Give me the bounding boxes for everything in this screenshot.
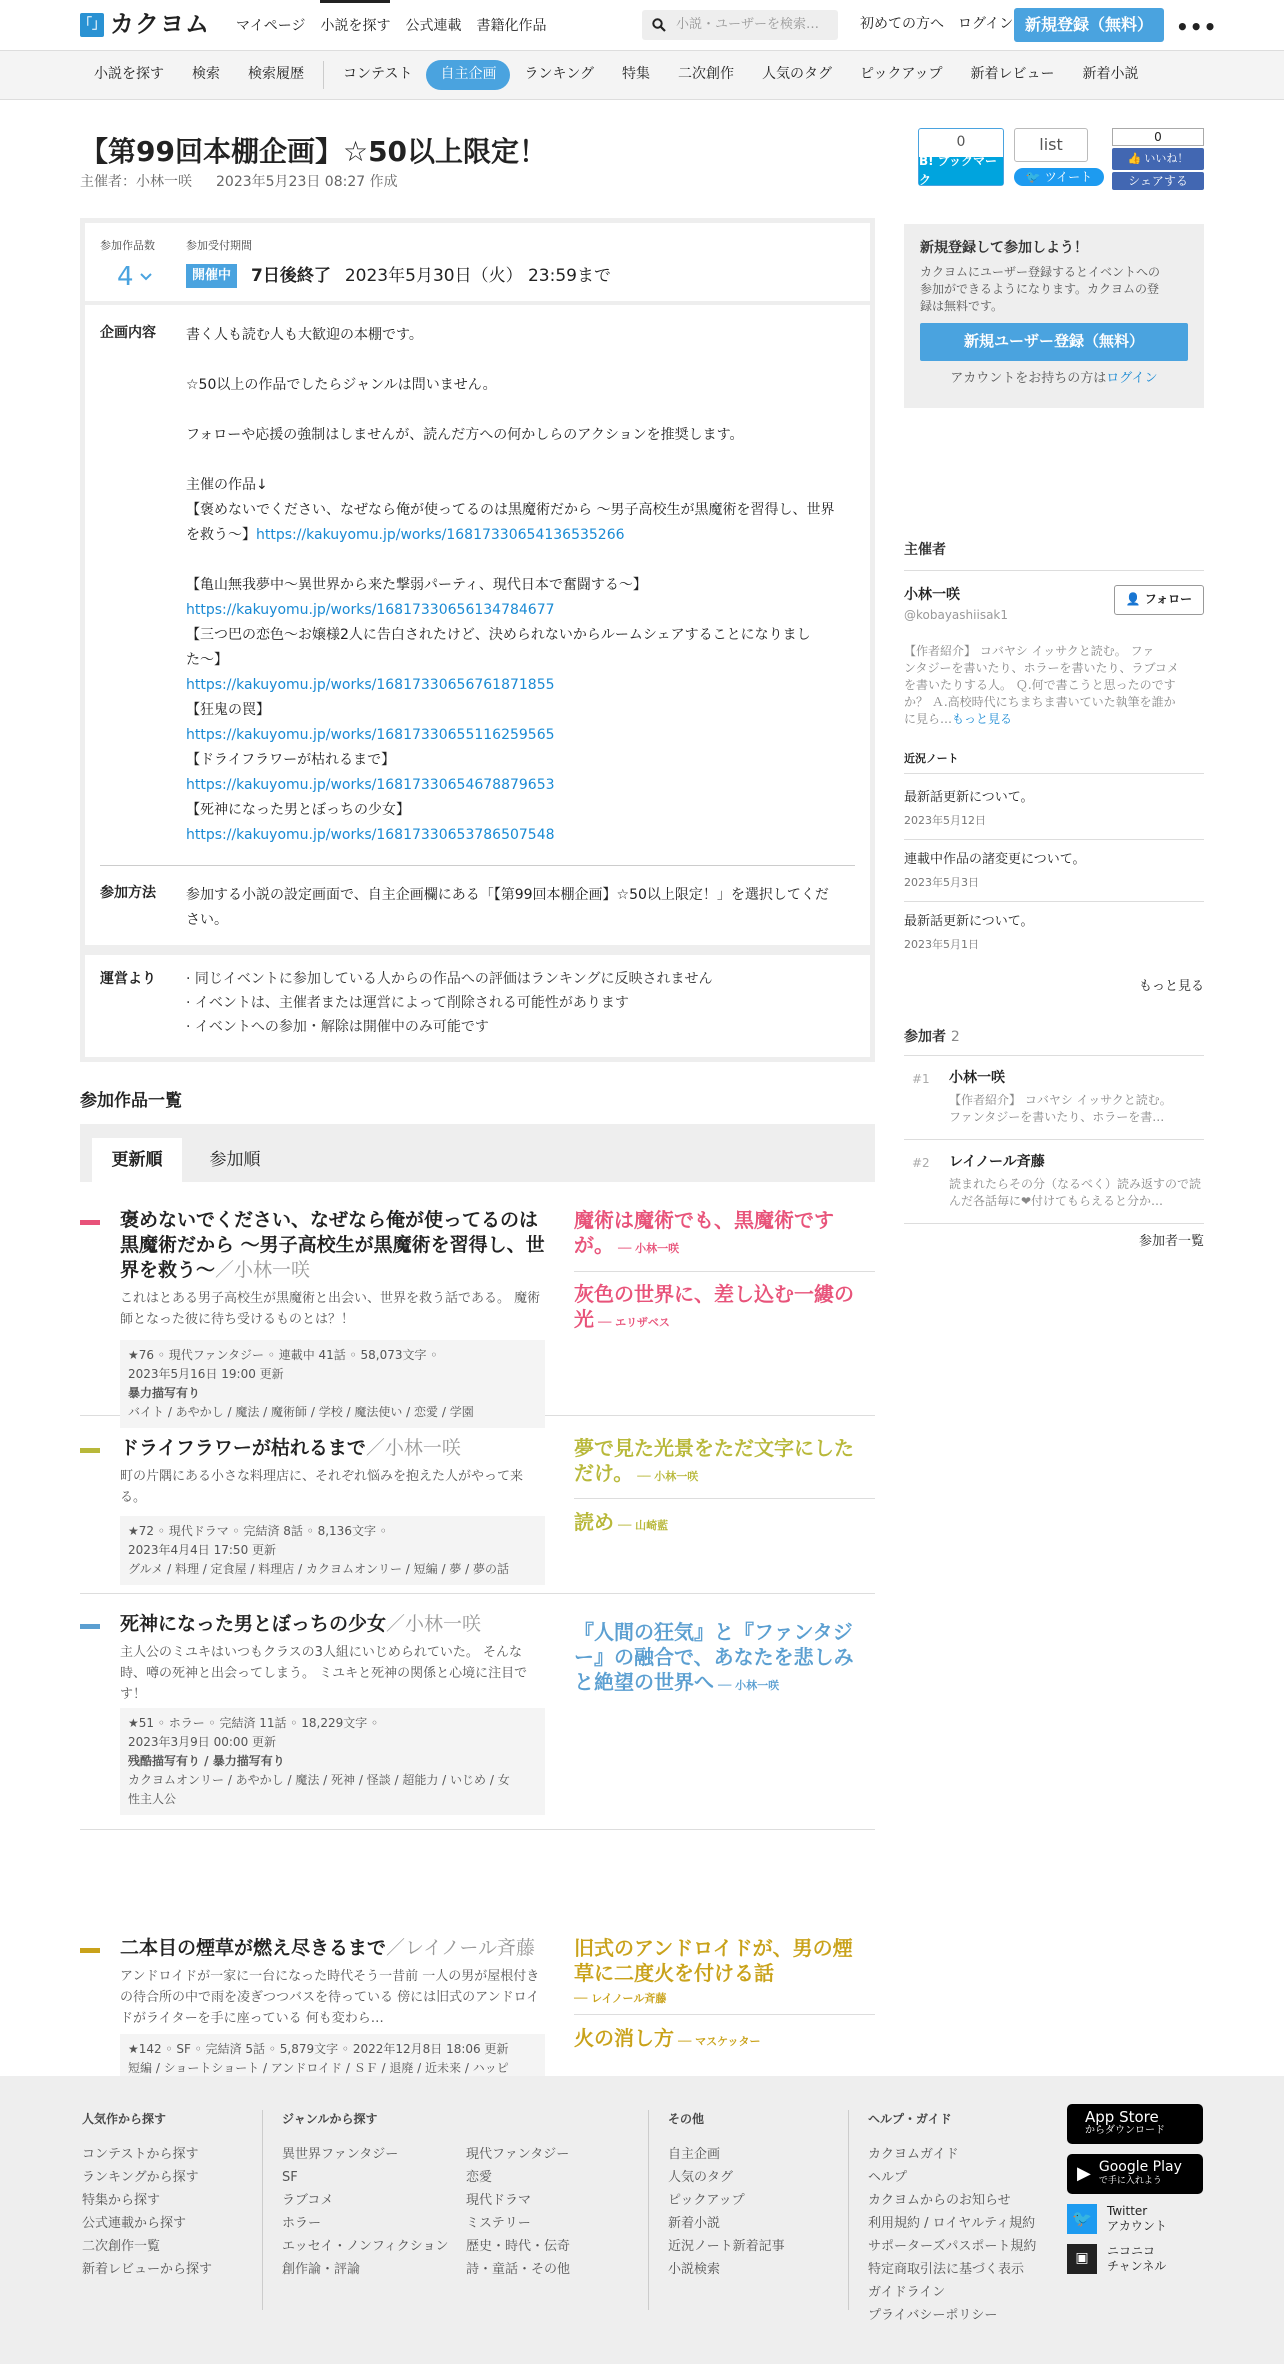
footer-link[interactable]: SF: [282, 2170, 298, 2185]
method-text: さい。: [186, 912, 228, 928]
note-item[interactable]: [904, 840, 1204, 902]
work-tags[interactable]: バイト / あやかし / 魔法 / 魔術師 / 学校 / 魔法使い / 恋愛 / 学園: [128, 1405, 474, 1419]
genre-mark: [80, 1448, 100, 1453]
tweet-button[interactable]: [1014, 168, 1104, 186]
chevron-down-icon: [140, 273, 152, 281]
work-title-line: 褒めないでください、なぜなら俺が使ってるのは: [120, 1209, 539, 1231]
participant-rank: #1: [912, 1072, 930, 1087]
desc-line: 町の片隅にある小さな料理店に、それぞれ悩みを抱えた人がやって来: [120, 1469, 524, 1484]
subnav-search[interactable]: 検索: [192, 66, 220, 83]
work-meta: [120, 1516, 545, 1585]
footer-link[interactable]: 利用規約 / ロイヤルティ規約: [868, 2216, 1036, 2231]
niconico-link[interactable]: [1067, 2244, 1166, 2274]
rule-item: イベントは、主催者または運営によって削除される可能性があります: [194, 995, 629, 1011]
notes-more-link[interactable]: もっと見る: [1138, 979, 1204, 995]
participants-count: 2: [950, 1029, 960, 1046]
catch-author: ── エリザベス: [598, 1316, 670, 1329]
participant-rank: #2: [912, 1156, 930, 1171]
nav-books[interactable]: 書籍化作品: [476, 17, 547, 34]
catchphrase[interactable]: [574, 1620, 875, 1698]
catch-author: ── レイノール斉藤: [574, 1992, 667, 2005]
bio-line: ンタジーを書いたり、ホラーを書いたり、ラブコメ: [904, 660, 1179, 675]
note-item[interactable]: [904, 902, 1204, 963]
event-summary: [80, 218, 875, 306]
work-title-line: 界を救う〜: [120, 1259, 216, 1281]
organizer-name[interactable]: 小林一咲: [904, 586, 960, 603]
catch-line: 読め: [574, 1510, 614, 1534]
fb-share-button[interactable]: シェアする: [1112, 172, 1204, 190]
footer-col-help: [868, 2108, 1036, 2327]
footer-link[interactable]: ミステリー: [466, 2216, 531, 2231]
share-buttons: [918, 128, 1208, 192]
divider: [574, 1271, 875, 1272]
work-title: 【死神になった男とぼっちの少女】: [186, 802, 410, 818]
search-input[interactable]: [642, 10, 838, 40]
nav-mypage[interactable]: マイページ: [236, 17, 306, 34]
footer-link[interactable]: 特集から探す: [82, 2193, 161, 2208]
note-title: 連載中作品の諸変更について。: [904, 851, 1086, 867]
meta-line: ★76 ◦ 現代ファンタジー ◦ 連載中 41話 ◦ 58,073文字 ◦: [128, 1348, 438, 1362]
catchphrase[interactable]: [574, 1936, 875, 2011]
play-icon: ▶: [1077, 2163, 1091, 2184]
organizer-heading: 主催者: [904, 540, 1204, 571]
register-button[interactable]: 新規登録（無料）: [1014, 8, 1164, 42]
meta-line: ★142 ◦ SF ◦ 完結済 5話 ◦ 5,879文字 ◦ 2022年12月8日 18:06 更新: [128, 2042, 509, 2056]
content-line: [186, 398, 856, 423]
subnav-new[interactable]: 新着小説: [1082, 66, 1139, 83]
work-link[interactable]: https://kakuyomu.jp/works/16817330654136535266: [256, 527, 625, 543]
footer-link[interactable]: 近況ノート新着記事: [668, 2239, 785, 2254]
meta-line: ★72 ◦ 現代ドラマ ◦ 完結済 8話 ◦ 8,136文字 ◦: [128, 1524, 387, 1538]
period-label: 参加受付期間: [186, 239, 252, 252]
first-time-link[interactable]: 初めての方へ: [860, 16, 944, 33]
store-sub: からダウンロード: [1085, 2125, 1165, 2136]
created-date: 2023年5月23日 08:27 作成: [216, 174, 398, 190]
hatena-count: 0: [956, 134, 966, 151]
footer-link[interactable]: 新着小説: [668, 2216, 721, 2231]
app-store-button[interactable]: [1067, 2104, 1203, 2144]
divider: [574, 2014, 875, 2015]
note-date: 2023年5月1日: [904, 938, 979, 952]
follow-label: フォロー: [1144, 592, 1193, 607]
work-item: [80, 1612, 875, 1830]
hatena-bookmark-button[interactable]: [918, 128, 1004, 186]
note-item[interactable]: [904, 774, 1204, 840]
content-line: 書く人も読む人も大歓迎の本棚です。: [186, 327, 423, 343]
footer-link[interactable]: ヘルプ: [868, 2170, 908, 2185]
content-line: 主催の作品↓: [186, 477, 268, 493]
method-text: 参加する小説の設定画面で、自主企画欄にある「【第99回本棚企画】☆50以上限定！」を選択してくだ: [186, 887, 829, 903]
catch-line: 光: [574, 1307, 594, 1331]
fb-like-label: いいね！: [1144, 152, 1189, 166]
subnav-features[interactable]: 特集: [622, 66, 651, 83]
work-description: [120, 1966, 550, 2029]
more-menu-icon[interactable]: •••: [1176, 15, 1218, 39]
participant-name: レイノール斉藤: [949, 1154, 1045, 1171]
catchphrase[interactable]: [574, 1208, 875, 1261]
work-author[interactable]: ／小林一咲: [365, 1437, 461, 1459]
work-description: [120, 1288, 550, 1330]
footer-link[interactable]: 恋愛: [466, 2170, 493, 2185]
twitter-link[interactable]: [1067, 2204, 1167, 2234]
niconico-icon: ▣: [1067, 2244, 1097, 2274]
bio-more-link[interactable]: もっと見る: [952, 711, 1013, 726]
catch-line: 灰色の世界に、差し込む一縷の: [574, 1282, 854, 1306]
work-tags[interactable]: 性主人公: [128, 1792, 177, 1806]
footer-col-genre: [282, 2108, 449, 2281]
join-text-line: 参加ができるようになります。カクヨムの登: [920, 281, 1160, 296]
footer-heading: 人気作から探す: [82, 2112, 167, 2126]
twitter-bird-icon: 🐦: [1025, 169, 1041, 184]
logo-mark: 「」: [80, 13, 104, 37]
work-author[interactable]: ／小林一咲: [215, 1259, 311, 1281]
facebook-widget: [1112, 128, 1204, 192]
work-title: 【亀山無我夢中〜異世界から来た撃弱パーティ、現代日本で奮闘する〜】: [186, 577, 647, 593]
meta-line: 2023年3月9日 00:00 更新: [128, 1735, 277, 1749]
catch-line: と絶望の世界へ: [574, 1670, 714, 1694]
work-link[interactable]: https://kakuyomu.jp/works/16817330654678879653: [186, 777, 555, 793]
footer-heading: ジャンルから探す: [282, 2112, 378, 2126]
footer-link[interactable]: ラブコメ: [282, 2193, 334, 2208]
organizer-section: [904, 540, 1204, 1252]
join-box: [904, 224, 1204, 408]
logo-text: カクヨム: [110, 10, 210, 39]
warning-tags: 暴力描写有り: [128, 1386, 201, 1400]
desc-line: 時、噂の死神と出会ってしまう。 ミユキと死神の関係と心境に注目で: [120, 1666, 528, 1681]
tab-updated[interactable]: 更新順: [92, 1138, 182, 1182]
status-badge: 開催中: [186, 264, 237, 288]
footer-link[interactable]: 創作論・評論: [282, 2262, 361, 2277]
event-details: [80, 305, 875, 950]
meta-line: 2023年4月4日 17:50 更新: [128, 1543, 277, 1557]
work-title-link[interactable]: [120, 1936, 550, 1961]
subnav-history[interactable]: 検索履歴: [248, 66, 304, 83]
work-meta: [120, 1340, 545, 1428]
catch-line: が。: [574, 1233, 614, 1257]
works-tabs: [80, 1124, 875, 1182]
work-title-link[interactable]: [120, 1436, 550, 1461]
content-line: [186, 348, 856, 373]
work-title: た〜】: [186, 652, 228, 668]
site-logo[interactable]: [80, 6, 210, 43]
footer-divider: [848, 2110, 849, 2310]
sub-nav: [0, 50, 1284, 100]
organizer-id: @kobayashiisak1: [904, 608, 1009, 623]
follow-button[interactable]: [1114, 585, 1204, 615]
bio-line: 【作者紹介】 コバヤシ イッサクと読む。 ファ: [904, 643, 1155, 658]
genre-mark: [80, 1624, 100, 1629]
work-author[interactable]: ／レイノール斉藤: [386, 1937, 535, 1959]
top-header: [0, 0, 1284, 50]
meta-line: ★51 ◦ ホラー ◦ 完結済 11話 ◦ 18,229文字 ◦: [128, 1716, 379, 1730]
tweet-label: ツイート: [1044, 169, 1093, 184]
login-link[interactable]: ログイン: [958, 16, 1014, 33]
footer-link[interactable]: ホラー: [282, 2216, 322, 2231]
work-description: [120, 1466, 550, 1508]
footer-col-other: [668, 2108, 785, 2281]
work-title: 【狂鬼の罠】: [186, 702, 270, 718]
bio-line: 【作者紹介】 コバヤシ イッサクと読む。: [949, 1093, 1172, 1108]
content-line: ☆50以上の作品でしたらジャンルは問いません。: [186, 377, 497, 393]
page-title: 【第99回本棚企画】☆50以上限定！: [80, 135, 548, 168]
meta-line: 2023年5月16日 19:00 更新: [128, 1367, 284, 1381]
catch-line: 魔術は魔術でも、黒魔術です: [574, 1208, 834, 1232]
remaining-days: 7日後終了: [251, 266, 331, 286]
rule-item: 同じイベントに参加している人からの作品への評価はランキングに反映されません: [194, 971, 713, 987]
footer-link[interactable]: ガイドライン: [868, 2285, 946, 2300]
participants-all-link[interactable]: 参加者一覧: [1138, 1234, 1204, 1250]
desc-line: る。: [120, 1490, 147, 1505]
catch-author: ── 小林一咲: [718, 1679, 780, 1692]
footer-heading: その他: [668, 2112, 705, 2126]
count-value: 4: [117, 262, 134, 292]
catch-line: 草に二度火を付ける話: [574, 1961, 774, 1985]
join-text-line: カクヨムにユーザー登録するとイベントへの: [920, 264, 1161, 279]
user-register-button[interactable]: 新規ユーザー登録（無料）: [920, 323, 1188, 361]
participants-heading-label: 参加者: [904, 1029, 946, 1046]
search-placeholder: 小説・ユーザーを検索…: [676, 16, 820, 32]
work-title: 【ドライフラワーが枯れるまで】: [186, 752, 396, 768]
nico-label: ニコニコ: [1107, 2244, 1156, 2258]
work-author[interactable]: ／小林一咲: [386, 1613, 482, 1635]
nico-sub: チャンネル: [1107, 2259, 1167, 2273]
catch-line: 夢で見た光景をただ文字にした: [574, 1436, 854, 1460]
footer-link[interactable]: 自主企画: [668, 2147, 721, 2162]
catch-author: ── 小林一咲: [618, 1242, 680, 1255]
footer-link[interactable]: 新着レビューから探す: [82, 2262, 213, 2277]
catch-line: 旧式のアンドロイドが、男の煙: [574, 1936, 853, 1960]
subnav-divider: [323, 61, 324, 89]
work-link[interactable]: https://kakuyomu.jp/works/16817330653786507548: [186, 827, 555, 843]
divider: [574, 1498, 875, 1499]
organizer-bio: [904, 643, 1204, 728]
genre-mark: [80, 1948, 100, 1953]
catchphrase[interactable]: [574, 2026, 875, 2054]
nav-official[interactable]: 公式連載: [405, 17, 462, 34]
work-meta: [120, 1708, 545, 1815]
subnav-ranking[interactable]: ランキング: [524, 66, 595, 83]
desc-line: 主人公のミユキはいつもクラスの3人組にいじめられていた。 そんな: [120, 1645, 523, 1660]
catch-author: ── 小林一咲: [637, 1470, 699, 1483]
join-title: 新規登録して参加しよう！: [920, 240, 1088, 256]
rules-box: 運営より · 同じイベントに参加している人からの作品への評価はランキングに反映されません · イベントは、主催者または運営によって削除される可能性があります · イベントへの参加・解除は開催中のみ可能です: [80, 950, 875, 1062]
participants-heading: [904, 1027, 1204, 1056]
note-title: 最新話更新について。: [904, 914, 1034, 930]
catch-author: ── 山崎藍: [618, 1519, 669, 1532]
warning-tags: 残酷描写有り / 暴力描写有り: [128, 1754, 285, 1768]
footer-link[interactable]: 現代ドラマ: [466, 2193, 532, 2208]
footer-link[interactable]: 歴史・時代・伝奇: [466, 2239, 571, 2254]
work-title-line: ドライフラワーが枯れるまで: [120, 1437, 366, 1459]
store-sub: で手に入れよう: [1098, 2176, 1162, 2186]
footer-link[interactable]: カクヨムからのお知らせ: [868, 2193, 1011, 2208]
footer-link[interactable]: 小説検索: [668, 2262, 721, 2277]
subnav-user-events[interactable]: 自主企画: [426, 60, 510, 90]
count-toggle[interactable]: [117, 257, 152, 297]
participant-item[interactable]: [904, 1140, 1204, 1224]
work-item: [80, 1436, 875, 1594]
catch-line: 火の消し方: [574, 2026, 674, 2050]
twitter-label: Twitter: [1107, 2204, 1148, 2218]
footer-link[interactable]: プライバシーポリシー: [868, 2308, 998, 2323]
footer-link[interactable]: 二次創作一覧: [82, 2239, 161, 2254]
work-item: [80, 1208, 875, 1419]
participant-bio: [949, 1092, 1172, 1126]
twitter-icon: 🐦: [1067, 2204, 1097, 2234]
divider: [100, 865, 855, 866]
desc-line: ドがライターを手に座っている 何も変わら…: [120, 2011, 384, 2026]
work-link[interactable]: https://kakuyomu.jp/works/16817330656134784677: [186, 602, 555, 618]
catch-author: ── マスケッター: [678, 2035, 761, 2048]
work-title-link[interactable]: [120, 1612, 550, 1637]
store-label: App Store: [1085, 2108, 1159, 2126]
subnav-contest[interactable]: コンテスト: [343, 66, 413, 83]
work-link[interactable]: https://kakuyomu.jp/works/16817330656761871855: [186, 677, 555, 693]
content-line: [186, 448, 856, 473]
subnav-tags[interactable]: 人気のタグ: [762, 66, 833, 83]
desc-line: これはとある男子高校生が黒魔術と出会い、世界を救う話である。 魔術: [120, 1291, 541, 1306]
bio-line: を書いたりする人。 Ｑ.何で書こうと思ったのです: [904, 677, 1176, 692]
content-line: 【褒めないでください、なぜなら俺が使ってるのは黒魔術だから 〜男子高校生が黒魔術を習得し、世界: [186, 502, 835, 518]
catch-line: 『人間の狂気』と『ファンタジ: [574, 1620, 853, 1644]
subnav-reviews[interactable]: 新着レビュー: [970, 66, 1055, 83]
user-plus-icon: 👤: [1125, 592, 1141, 607]
fb-count: 0: [1112, 128, 1204, 146]
footer-link[interactable]: 公式連載から探す: [82, 2216, 187, 2231]
desc-line: の待合所の中で雨を凌ぎつつバスを待っている 傍には旧式のアンドロイ: [120, 1990, 540, 2005]
participant-name: 小林一咲: [949, 1070, 1005, 1087]
footer-divider: [262, 2110, 263, 2310]
note-date: 2023年5月12日: [904, 813, 986, 827]
bio-line: に見ら…: [904, 711, 953, 726]
subnav-find[interactable]: 小説を探す: [94, 66, 164, 83]
store-label: Google Play: [1098, 2159, 1182, 2175]
footer-link[interactable]: 人気のタグ: [668, 2170, 734, 2185]
nav-find-novels[interactable]: 小説を探す: [320, 0, 390, 50]
participant-bio: [949, 1176, 1201, 1210]
note-title: 最新話更新について。: [904, 789, 1034, 805]
work-title-link[interactable]: [120, 1208, 550, 1283]
join-text: [920, 264, 1188, 315]
footer-link[interactable]: 詩・童話・その他: [466, 2262, 571, 2277]
bio-line: か？ Ａ.高校時代にちまちま書いていた執筆を誰か: [904, 694, 1176, 709]
top-nav: [236, 0, 546, 50]
footer-heading: ヘルプ・ガイド: [868, 2112, 952, 2126]
work-link[interactable]: https://kakuyomu.jp/works/16817330655116259565: [186, 727, 555, 743]
catch-line: ー』の融合で、あなたを悲しみ: [574, 1645, 854, 1669]
footer-link[interactable]: 異世界ファンタジー: [282, 2147, 399, 2162]
footer-link[interactable]: コンテストから探す: [82, 2147, 199, 2162]
desc-line: アンドロイドが一家に一台になった時代そう一昔前 一人の男が屋根付き: [120, 1969, 540, 1984]
content-label: 企画内容: [100, 325, 156, 341]
count-label: 参加作品数: [100, 239, 155, 252]
footer-divider: [648, 2110, 649, 2310]
catchphrase[interactable]: [574, 1282, 875, 1335]
work-title: 【三つ巴の恋色〜お嬢様2人に告白されたけど、決められないからルームシェアすることになりまし: [186, 627, 811, 643]
work-title-line: 黒魔術だから 〜男子高校生が黒魔術を習得し、世: [120, 1234, 545, 1256]
work-tags[interactable]: 短編 / ショートショート / アンドロイド / ＳＦ / 退廃 / 近未来 / ハッピ: [128, 2061, 509, 2075]
catchphrase[interactable]: [574, 1436, 875, 1489]
participant-item[interactable]: [904, 1056, 1204, 1140]
bio-line: んだ各話毎に❤付けてもらえると分か…: [949, 1194, 1164, 1209]
method-label: 参加方法: [100, 885, 156, 901]
work-title-line: 二本目の煙草が燃え尽きるまで: [120, 1937, 387, 1959]
footer-col-popular: [82, 2108, 212, 2281]
search-icon: [652, 18, 666, 32]
desc-line: 師となった彼に待ち受けるものとは？！: [120, 1312, 355, 1327]
thumbs-up-icon: 👍: [1127, 152, 1142, 166]
subnav-fanfic[interactable]: 二次創作: [678, 66, 735, 83]
footer: [0, 2076, 1284, 2364]
bio-line: ファンタジーを書いたり、ホラーを書…: [949, 1110, 1165, 1125]
join-text-line: 録は無料です。: [920, 298, 1004, 313]
content-line: フォローや応援の強制はしませんが、読んだ方への何かしらのアクションを推奨します。: [186, 427, 744, 443]
twitter-sub: アカウント: [1107, 2219, 1167, 2233]
catch-line: だけ。: [574, 1461, 634, 1485]
fb-like-button[interactable]: [1112, 148, 1204, 170]
works-heading: 参加作品一覧: [80, 1091, 182, 1111]
google-play-button[interactable]: [1067, 2154, 1203, 2194]
subnav-pickup[interactable]: ピックアップ: [860, 66, 943, 83]
footer-col-genre-2: [466, 2143, 570, 2281]
rules-label: 運営より: [100, 971, 156, 987]
note-date: 2023年5月3日: [904, 876, 979, 890]
genre-mark: [80, 1220, 100, 1225]
tab-joined[interactable]: 参加順: [209, 1149, 261, 1170]
footer-link[interactable]: ランキングから探す: [82, 2170, 199, 2185]
bio-line: 読まれたらその分（なるべく）読み返すので読: [949, 1177, 1202, 1192]
desc-line: す！: [120, 1687, 147, 1702]
rule-item: イベントへの参加・解除は開催中のみ可能です: [194, 1019, 489, 1035]
work-description: [120, 1642, 550, 1705]
work-tags[interactable]: グルメ / 料理 / 定食屋 / 料理店 / カクヨムオンリー / 短編 / 夢 / 夢の話: [128, 1562, 509, 1576]
hatena-label: B! ブックマーク: [919, 157, 1003, 185]
account-prompt: アカウントをお持ちの方は: [950, 370, 1107, 386]
organizer-line: 主催者：小林一咲: [80, 174, 192, 190]
footer-link[interactable]: エッセイ・ノンフィクション: [282, 2239, 449, 2254]
work-title-line: 死神になった男とぼっちの少女: [120, 1613, 387, 1635]
footer-link[interactable]: ピックアップ: [668, 2193, 745, 2208]
content-line: を救う〜】: [186, 527, 256, 543]
notes-heading: 近況ノート: [904, 750, 1204, 774]
footer-link[interactable]: サポーターズパスポート規約: [868, 2239, 1037, 2254]
footer-link[interactable]: 現代ファンタジー: [466, 2147, 570, 2162]
footer-link[interactable]: 特定商取引法に基づく表示: [868, 2262, 1025, 2277]
footer-link[interactable]: カクヨムガイド: [868, 2147, 959, 2162]
sidebar-login-link[interactable]: ログイン: [1106, 370, 1158, 386]
catchphrase[interactable]: [574, 1510, 875, 1538]
list-button[interactable]: list: [1014, 128, 1088, 162]
deadline: 2023年5月30日（火） 23:59まで: [344, 266, 611, 286]
work-tags[interactable]: カクヨムオンリー / あやかし / 魔法 / 死神 / 怪談 / 超能力 / いじめ / 女: [128, 1773, 510, 1787]
